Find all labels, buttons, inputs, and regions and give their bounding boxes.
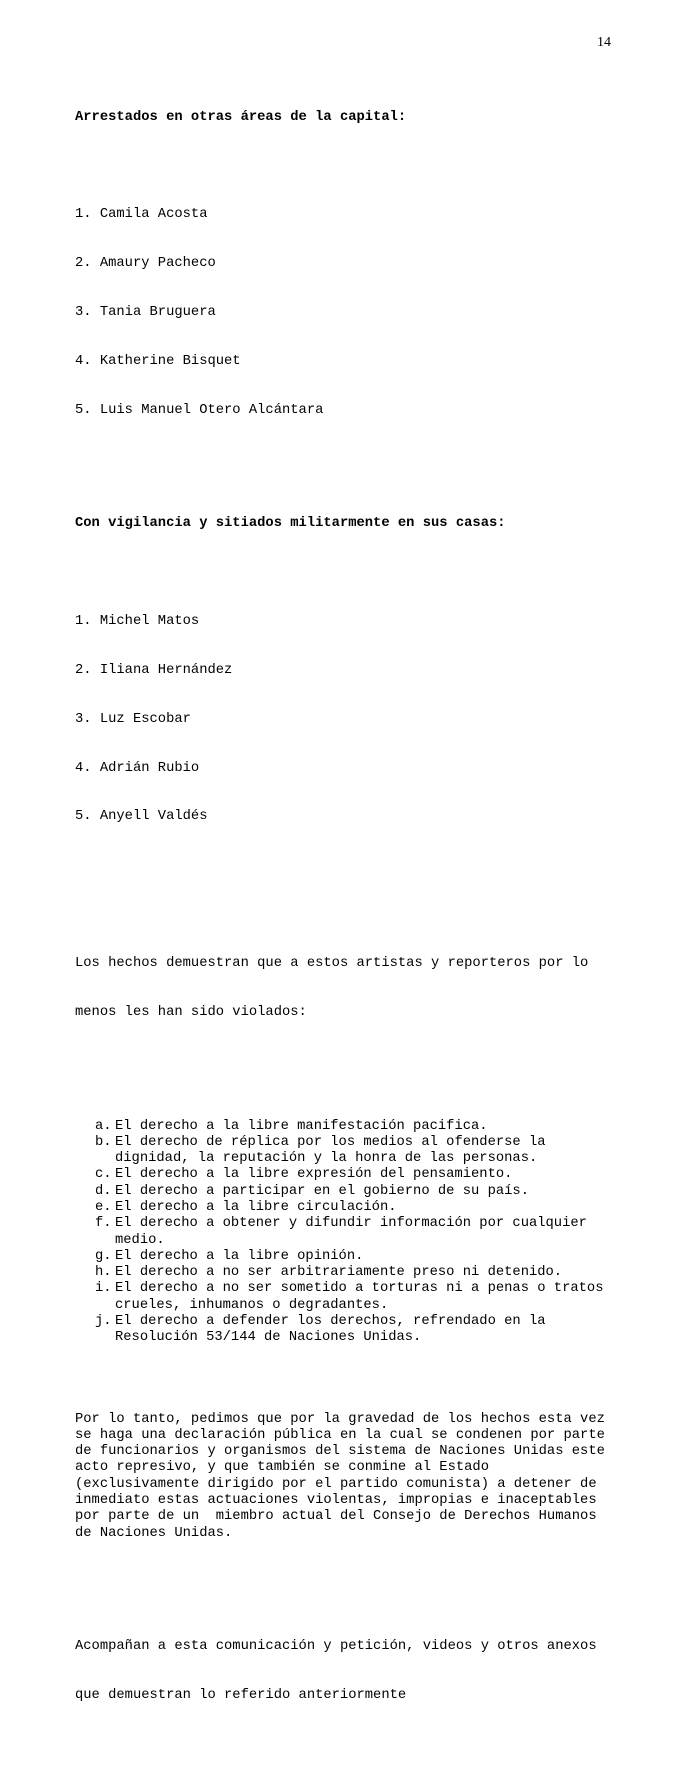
right-text-line: crueles, inhumanos o degradantes. xyxy=(115,1297,389,1313)
list-marker: e. xyxy=(95,1200,112,1215)
list-marker: a. xyxy=(95,1118,112,1134)
list-marker: c. xyxy=(95,1167,112,1183)
list-marker: j. xyxy=(95,1314,112,1330)
right-text-line: dignidad, la reputación y la honra de las personas. xyxy=(115,1151,538,1167)
right-item xyxy=(75,1200,665,1216)
list-item: 2. Amaury Pacheco xyxy=(75,255,216,271)
right-item xyxy=(75,1281,665,1314)
right-text xyxy=(115,1249,665,1265)
section-heading-surveillance: Con vigilancia y sitiados militarmente en sus casas: xyxy=(75,516,506,532)
request-paragraph xyxy=(75,1412,665,1542)
list-item: 5. Anyell Valdés xyxy=(75,809,208,825)
right-item xyxy=(75,1216,665,1249)
list-marker: f. xyxy=(95,1216,112,1232)
right-text-line: El derecho a participar en el gobierno de su país. xyxy=(115,1183,529,1199)
list-item: 1. Michel Matos xyxy=(75,613,200,629)
document-body xyxy=(75,77,665,1770)
closing-paragraph xyxy=(75,1607,665,1737)
paragraph-line: Por lo tanto, pedimos que por la gravedad de los hechos esta vez xyxy=(75,1411,605,1427)
list-item: 2. Iliana Hernández xyxy=(75,662,233,678)
right-item xyxy=(75,1135,665,1168)
list-item: 4. Adrián Rubio xyxy=(75,760,200,776)
right-text-line: medio. xyxy=(115,1232,165,1248)
surveillance-list xyxy=(75,581,665,858)
right-text-line: El derecho a defender los derechos, refrendado en la xyxy=(115,1314,546,1330)
right-item xyxy=(75,1119,665,1135)
right-text xyxy=(115,1216,665,1249)
right-text xyxy=(115,1135,665,1168)
arrested-list xyxy=(75,174,665,451)
section-heading-arrested: Arrestados en otras áreas de la capital: xyxy=(75,109,407,125)
paragraph-line: Acompañan a esta comunicación y petición, videos y otros anexos xyxy=(75,1639,597,1655)
right-text-line: El derecho a la libre manifestación pacifica. xyxy=(115,1118,488,1134)
right-text xyxy=(115,1119,665,1135)
paragraph-line: que demuestran lo referido anteriormente xyxy=(75,1688,407,1704)
right-item xyxy=(75,1249,665,1265)
right-text-line: El derecho a obtener y difundir información por cualquier xyxy=(115,1216,587,1232)
right-text-line: El derecho a no ser arbitrariamente preso ni detenido. xyxy=(115,1265,563,1281)
right-text-line: Resolución 53/144 de Naciones Unidas. xyxy=(115,1330,422,1346)
right-text xyxy=(115,1167,665,1183)
right-item xyxy=(75,1314,665,1347)
intro-paragraph xyxy=(75,923,665,1053)
right-text xyxy=(115,1200,665,1216)
list-marker: i. xyxy=(95,1281,112,1297)
right-item xyxy=(75,1265,665,1281)
list-marker: d. xyxy=(95,1183,112,1199)
list-item: 4. Katherine Bisquet xyxy=(75,353,241,369)
list-item: 3. Tania Bruguera xyxy=(75,304,216,320)
paragraph-line: de funcionarios y organismos del sistema de Naciones Unidas este xyxy=(75,1444,605,1460)
right-text xyxy=(115,1281,665,1314)
paragraph-line: menos les han sido violados: xyxy=(75,1004,307,1020)
paragraph-line: (exclusivamente dirigido por el partido comunista) a detener de xyxy=(75,1476,597,1492)
right-text xyxy=(115,1184,665,1200)
right-text-line: El derecho a la libre expresión del pensamiento. xyxy=(115,1167,513,1183)
list-item: 1. Camila Acosta xyxy=(75,207,208,223)
paragraph-line: de Naciones Unidas. xyxy=(75,1525,233,1541)
right-text-line: El derecho a la libre opinión. xyxy=(115,1248,364,1264)
list-marker: h. xyxy=(95,1265,112,1281)
list-marker: b. xyxy=(95,1134,112,1150)
list-item: 5. Luis Manuel Otero Alcántara xyxy=(75,402,324,418)
page-number: 14 xyxy=(597,35,611,50)
paragraph-line: acto represivo, y que también se conmine al Estado xyxy=(75,1460,489,1476)
list-marker: g. xyxy=(95,1248,112,1264)
paragraph-line: Los hechos demuestran que a estos artistas y reporteros por lo xyxy=(75,955,589,971)
paragraph-line: inmediato estas actuaciones violentas, impropias e inaceptables xyxy=(75,1493,597,1509)
list-item: 3. Luz Escobar xyxy=(75,711,191,727)
right-text-line: El derecho a la libre circulación. xyxy=(115,1200,397,1215)
paragraph-line: se haga una declaración pública en la cual se condenen por parte xyxy=(75,1427,605,1443)
right-text-line: El derecho de réplica por los medios al ofenderse la xyxy=(115,1134,546,1150)
rights-list xyxy=(75,1119,665,1347)
right-text xyxy=(115,1265,665,1281)
right-text xyxy=(115,1314,665,1347)
paragraph-line: por parte de un miembro actual del Consejo de Derechos Humanos xyxy=(75,1509,597,1525)
right-text-line: El derecho a no ser sometido a torturas ni a penas o tratos xyxy=(115,1281,604,1297)
right-item xyxy=(75,1167,665,1183)
right-item xyxy=(75,1184,665,1200)
